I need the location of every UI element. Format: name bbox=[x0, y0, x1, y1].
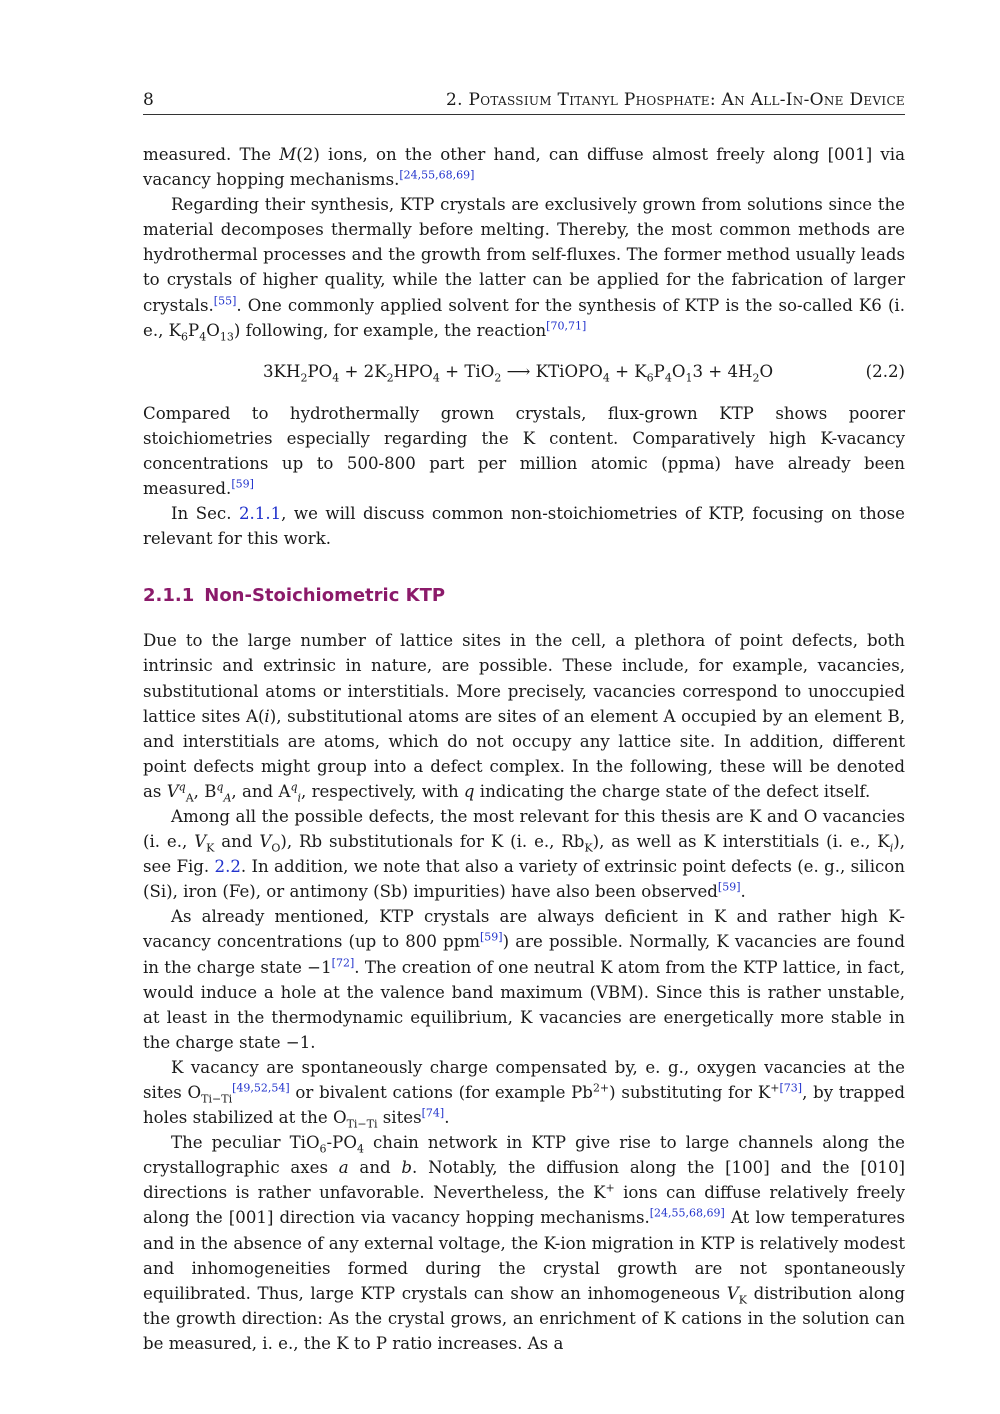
citation[interactable]: [24,55,68,69] bbox=[649, 1206, 725, 1220]
running-title: 2. Potassium Titanyl Phosphate: An All-In-One Device bbox=[445, 90, 905, 110]
citation[interactable]: [59] bbox=[231, 477, 254, 491]
paragraph: The peculiar $TiO_6-PO_4$ chain network in KTP give rise to large channels along the crystallographic axes a and b. Notably, the diffusion along the [100] and the [010] directions is rather unfavorable. Nevertheless, the K+ ions can diffuse relatively freely along the [001] direction via vacancy hopping mechanisms.[24,55,68,69] At low temperatures and in the absence of any external voltage, the K-ion migration in KTP is relatively modest and inhomogeneities formed during the crystal growth are not spontaneously equilibrated. Thus, large KTP crystals can show an inhomogeneous $V_K$ distribution along the growth direction: As the crystal grows, an enrichment of K cations in the solution can be measured, i. e., the K to P ratio increases. As a bbox=[143, 1133, 905, 1353]
section-heading bbox=[143, 584, 905, 608]
paragraph: measured. The M(2) ions, on the other hand, can diffuse almost freely along [001] via vacancy hopping mechanisms.[24,55,68,69] bbox=[143, 145, 905, 190]
section-number: 2.1.1 bbox=[143, 585, 195, 607]
citation[interactable]: [55] bbox=[213, 294, 237, 308]
section-link[interactable]: 2.1.1 bbox=[238, 504, 282, 524]
citation[interactable]: [59] bbox=[717, 880, 741, 894]
paragraph: K vacancy are spontaneously charge compensated by, e. g., oxygen vacancies at the sites $O_{Ti-Ti}[49,52,54]$ or bivalent cations (for example $Pb^{2+}$) substituting for K$^{+[73]}$, by trapped holes stabilized at the $O_{Ti-Ti}$ sites[74]. bbox=[143, 1057, 905, 1131]
citation[interactable]: [70,71] bbox=[546, 319, 587, 333]
paragraph: Compared to hydrothermally grown crystals, flux-grown KTP shows poorer stoichiometries especially regarding the K content. Comparatively high K-vacancy concentrations up to 500-800 part per million atomic (ppma) have already been measured.[59] bbox=[143, 403, 905, 499]
page-body bbox=[143, 142, 905, 1356]
document-page bbox=[143, 0, 905, 1414]
citation[interactable]: [24,55,68,69] bbox=[399, 168, 475, 182]
citation[interactable]: [74] bbox=[421, 1106, 445, 1120]
paragraph: In Sec. 2.1.1, we will discuss common non-stoichiometries of KTP, focusing on those relevant for this work. bbox=[143, 504, 905, 549]
equation bbox=[143, 347, 905, 399]
figure-link[interactable]: 2.2 bbox=[214, 857, 241, 877]
page-number: 8 bbox=[143, 90, 154, 110]
paragraph: Due to the large number of lattice sites in the cell, a plethora of point defects, both intrinsic and extrinsic in nature, are possible. These include, for example, vacancies, substitutional atoms or interstitials. More precisely, vacancies correspond to unoccupied lattice sites A(i), substitutional atoms are sites of an element A occupied by an element B, and interstitials are atoms, which do not occupy any lattice site. In addition, different point defects might group into a defect complex. In the following, these will be denoted as $V^q_A$, $B^q_A$, and $A^q_i$, respectively, with q indicating the charge state of the defect itself. bbox=[143, 631, 905, 805]
equation-body: $3KH_2PO_4 + 2K_2HPO_4 + TiO_2$ ⟶ KTiOPO$_4$ + $K_6P_4O_13 + 4H_2O$ bbox=[263, 361, 774, 385]
citation[interactable]: [49,52,54] bbox=[232, 1081, 290, 1095]
equation-number: (2.2) bbox=[865, 361, 905, 381]
citation[interactable]: [59] bbox=[480, 930, 503, 944]
page-header bbox=[143, 88, 905, 115]
section-title: Non-Stoichiometric KTP bbox=[204, 585, 446, 607]
paragraph: Among all the possible defects, the most relevant for this thesis are K and O vacancies (i. e., $V_K$ and $V_O$), Rb substitutionals for K (i. e., $Rb_K$), as well as K interstitials (i. e., $K_i$), see Fig. 2.2. In addition, we note that also a variety of extrinsic point defects (e. g., silicon (Si), iron (Fe), or antimony (Sb) impurities) have also been observed[59]. bbox=[143, 806, 905, 902]
citation[interactable]: [72] bbox=[331, 956, 355, 969]
paragraph: Regarding their synthesis, KTP crystals are exclusively grown from solutions since the material decomposes thermally before melting. Thereby, the most common methods are hydrothermal processes and the growth from self-fluxes. The former method usually leads to crystals of higher quality, while the latter can be applied for the fabrication of larger crystals.[55]. One commonly applied solvent for the synthesis of KTP is the so-called K6 (i. e., $K_6P_4O_{13}$) following, for example, the reaction[70,71] bbox=[143, 195, 905, 343]
citation[interactable]: [73] bbox=[779, 1081, 803, 1095]
paragraph: As already mentioned, KTP crystals are always deficient in K and rather high K-vacancy concentrations (up to 800 ppm[59]) are possible. Normally, K vacancies are found in the charge state −1[72]. The creation of one neutral K atom from the KTP lattice, in fact, would induce a hole at the valence band maximum (VBM). Since this is rather unstable, at least in the thermodynamic equilibrium, K vacancies are energetically more stable in the charge state −1. bbox=[143, 907, 906, 1052]
